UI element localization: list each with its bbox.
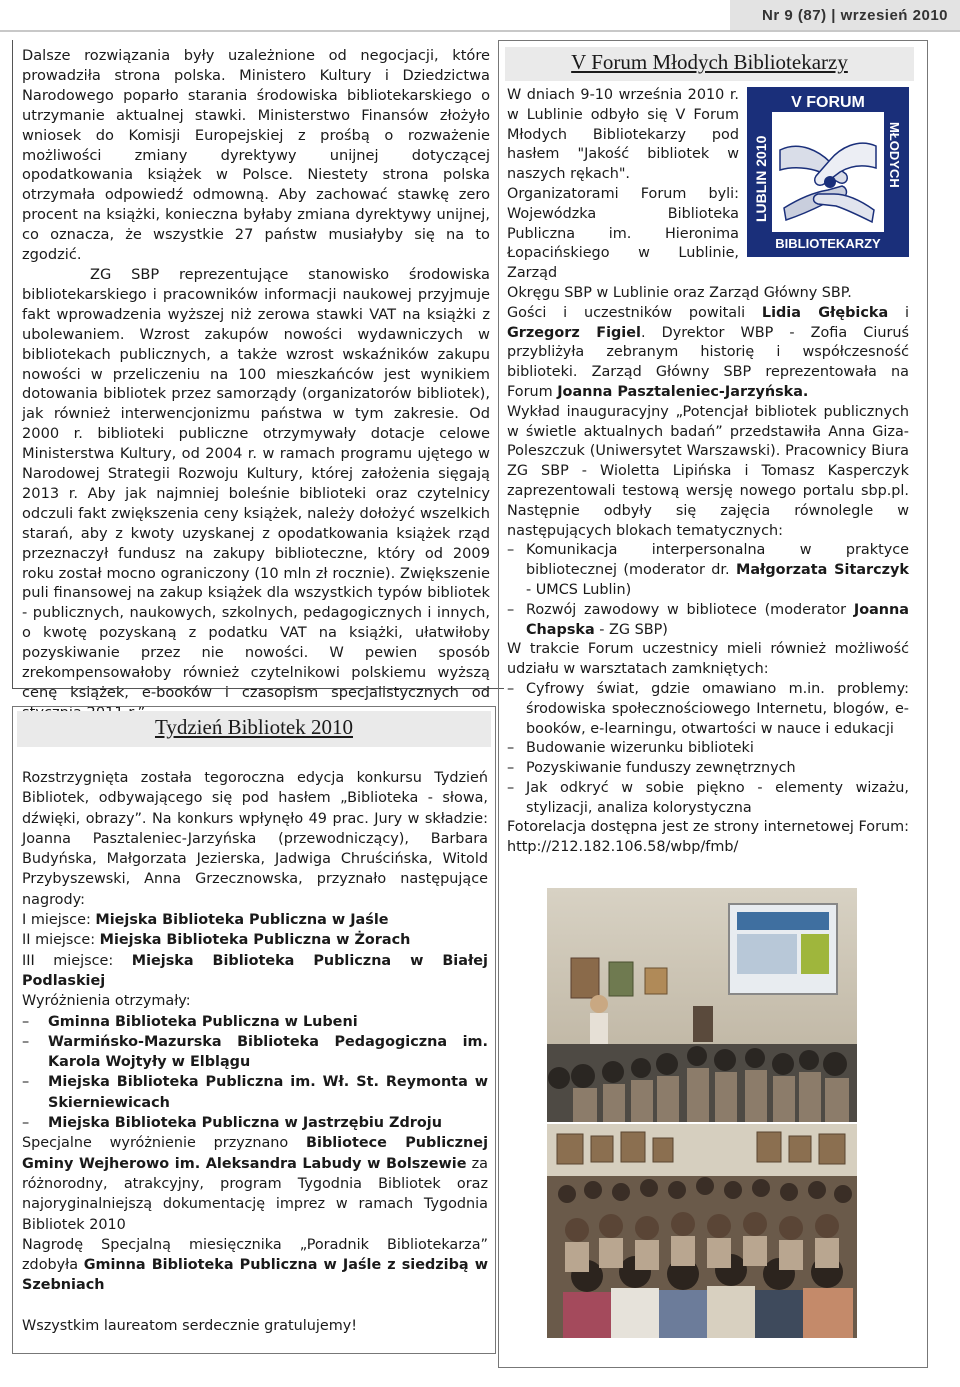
vat-paragraph: Dalsze rozwiązania były uzależnione od negocjacji, które prowadziła strona polska. Ministero Kultury i Dziedzictwa Narodowego poparło starania środowiska bibliotekarskiego o utrzymanie aktualnej stawki. Ministerstwo Finansów złożyło wniosek do Komisji Europejskiej z prośbą o rozważenie możliwości zmiany dyrektywy unijnej dotyczącej opodatkowania książek w Polsce. Niestety strona polska otrzymała odpowiedź odmowną. Aby zachować stawkę zero procent na książki, konieczna byłaby zmiana dyrektywy unijnej, co oznacza, że wszystkie 27 państw musiałyby się na to zgodzić. [22, 47, 490, 264]
place-2: II miejsce: Miejska Biblioteka Publiczna w Żorach [22, 932, 411, 949]
forum-greeting: Gości i uczestników powitali Lidia Głębicka i Grzegorz Figiel. Dyrektor WBP - Zofia Ciuruś przybliżyła zebranym historię i współczesność biblioteki. Zarząd Główny SBP reprezentowała na Forum Joanna Pasztaleniec-Jarzyńska. [507, 304, 909, 400]
logo-right-text: MŁODYCH [887, 122, 902, 188]
forum-workshops-intro: W trakcie Forum uczestnicy mieli również możliwość udziału w warsztatach zamkniętych: [507, 641, 909, 678]
forum-organizers: Organizatorami Forum byli: Wojewódzka Biblioteka Publiczna im. Hieronima Łopacińskiego w Lublinie, Zarząd [507, 185, 739, 282]
special-distinction: Specjalne wyróżnienie przyznano Bibliotece Publicznej Gminy Wejherowo im. Aleksandra Labudy w Bolszewie za różnorodny, atrakcyjny, program Tygodnia Bibliotek oraz najoryginalniejszą dokumentację imprez w ramach Tygodnia Bibliotek 2010 [22, 1135, 489, 1233]
forum-article [507, 86, 909, 858]
list-item: – Gminna Biblioteka Publiczna w Lubeni [22, 1012, 488, 1032]
forum-workshops [507, 680, 909, 819]
forum-intro: W dniach 9-10 września 2010 r. w Lublinie odbyło się V Forum Młodych Bibliotekarzy pod hasłem "Jakość bibliotek w naszych rękach". [507, 87, 739, 183]
list-item: – Rozwój zawodowy w bibliotece (moderator Joanna Chapska - ZG SBP) [507, 601, 909, 641]
vat-article [22, 46, 490, 723]
forum-organizers-cont: Okręgu SBP w Lublinie oraz Zarząd Główny SBP. [507, 284, 852, 301]
list-item: – Pozyskiwanie funduszy zewnętrznych [507, 759, 909, 779]
logo-left-text: LUBLIN 2010 [753, 135, 769, 222]
closing-line: Wszystkim laureatom serdecznie gratulujemy! [22, 1317, 358, 1334]
logo-bottom-text: BIBLIOTEKARZY [775, 236, 881, 251]
forum-lecture: Wykład inauguracyjny „Potencjał bibliotek publicznych w świetle aktualnych badań” przedstawiła Anna Giza-Poleszczuk (Uniwersytet Warszawski). Pracownicy Biura ZG SBP - Wioletta Lipińska i Tomasz Kasperczyk zaprezentowali testową wersję nowego portalu sbp.pl. Następnie odbyły się zajęcia równolegle w następujących blokach tematycznych: [507, 403, 909, 539]
distinctions-label: Wyróżnienia otrzymały: [22, 993, 191, 1010]
issue-header: Nr 9 (87) | wrzesień 2010 [730, 0, 960, 30]
list-item: – Budowanie wizerunku biblioteki [507, 739, 909, 759]
vat-paragraph: ZG SBP reprezentujące stanowisko środowiska bibliotekarskiego i pracowników informacji naukowej przyjmuje fakt wprowadzenia wyższej niż zerowa stawki VAT na książki z ubolewaniem. Wzrost zakupów nowości wydawniczych w bibliotekach publicznych, a także wzrost wskaźników zakupu nowości w przeliczeniu na 100 mieszkańców jest wynikiem dotowania bibliotek przez samorządy (organizatorów bibliotek), jak również interwencjonizmu państwa w tym zakresie. Od 2000 r. biblioteki publiczne otrzymywały dotacje celowe Ministerstwa Kultury, od 2004 r. w ramach programu ujętego w Narodowej Strategii Rozwoju Kultury, której założenia sięgają 2013 r. Aby jak najmniej boleśnie biblioteki oraz czytelnicy odczuli fakt zwiększenia ceny książek, należy dołożyć wszelkich starań, aby z kwoty uzyskanej z opodatkowania książek rząd przeznaczył fundusz na zakupy biblioteczne, który od 2009 roku został mocno ograniczony (10 mln zł rocznie). Zwiększenie puli finansowej na zakup książek dla wszystkich typów bibliotek - publicznych, naukowych, szkolnych, pedagogicznych i innych, o kwotę pozyskaną z podatku VAT na książki, ułatwiłoby pozyskiwanie przez nie nowości. W pewien sposób zrekompensowałoby również czytelnikowi polskiemu wyższą cenę książek, e-booków i czasopism specjalistycznych od [22, 265, 490, 701]
forum-photo-audience [547, 1124, 857, 1338]
list-item: – Komunikacja interpersonalna w praktyce bibliotecznej (moderator dr. Małgorzata Sitarczyk - UMCS Lublin) [507, 541, 909, 600]
header-rule [0, 30, 960, 32]
forum-title: V Forum Młodych Bibliotekarzy [505, 47, 914, 81]
list-item: – Cyfrowy świat, gdzie omawiano m.in. problemy: środowiska społecznościowego Internetu, blogów, e-booków, e-learningu, otwartości w nauce i edukacji [507, 680, 909, 739]
logo-top-text: V FORUM [791, 94, 865, 111]
forum-blocks [507, 541, 909, 640]
place-3: III miejsce: Miejska Biblioteka Publiczna w Białej Podlaskiej [22, 952, 488, 989]
list-item: – Miejska Biblioteka Publiczna im. Wł. St. Reymonta w Skierniewicach [22, 1072, 488, 1113]
list-item: – Miejska Biblioteka Publiczna w Jastrzębiu Zdroju [22, 1113, 488, 1133]
place-1: I miejsce: Miejska Biblioteka Publiczna w Jaśle [22, 912, 389, 929]
list-item: – Warmińsko-Mazurska Biblioteka Pedagogiczna im. Karola Wojtyły w Elblągu [22, 1032, 488, 1073]
tydzien-bibliotek-title: Tydzień Bibliotek 2010 [17, 711, 491, 747]
list-item: – Jak odkryć w sobie piękno - elementy wizażu, stylizacji, analiza kolorystyczna [507, 779, 909, 819]
tydzien-intro: Rozstrzygnięta została tegoroczna edycja konkursu Tydzień Bibliotek, odbywającego się pod hasłem „Biblioteka - słowa, dźwięki, obrazy”. Na konkurs wpłynęło 49 prac. Jury w składzie: Joanna Pasztaleniec-Jarzyńska (przewodniczący), Barbara Budyńska, Małgorzata Jezierska, Jadwiga Chruścińska, Witold Przybyszewski, Anna Grzecznowska, przyznało następujące nagrody: [22, 770, 488, 908]
forum-photo-lecture [547, 888, 857, 1122]
tydzien-bibliotek-body [22, 768, 488, 1336]
special-prize: Nagrodę Specjalną miesięcznika „Poradnik Bibliotekarza” zdobyła Gminna Biblioteka Publiczna w Jaśle z siedzibą w Szebniach [22, 1236, 488, 1294]
forum-photo-link: Fotorelacja dostępna jest ze strony internetowej Forum: http://212.182.106.58/wbp/fmb/ [507, 819, 909, 856]
distinctions-list [22, 1012, 488, 1134]
left-column-rule [12, 40, 13, 688]
